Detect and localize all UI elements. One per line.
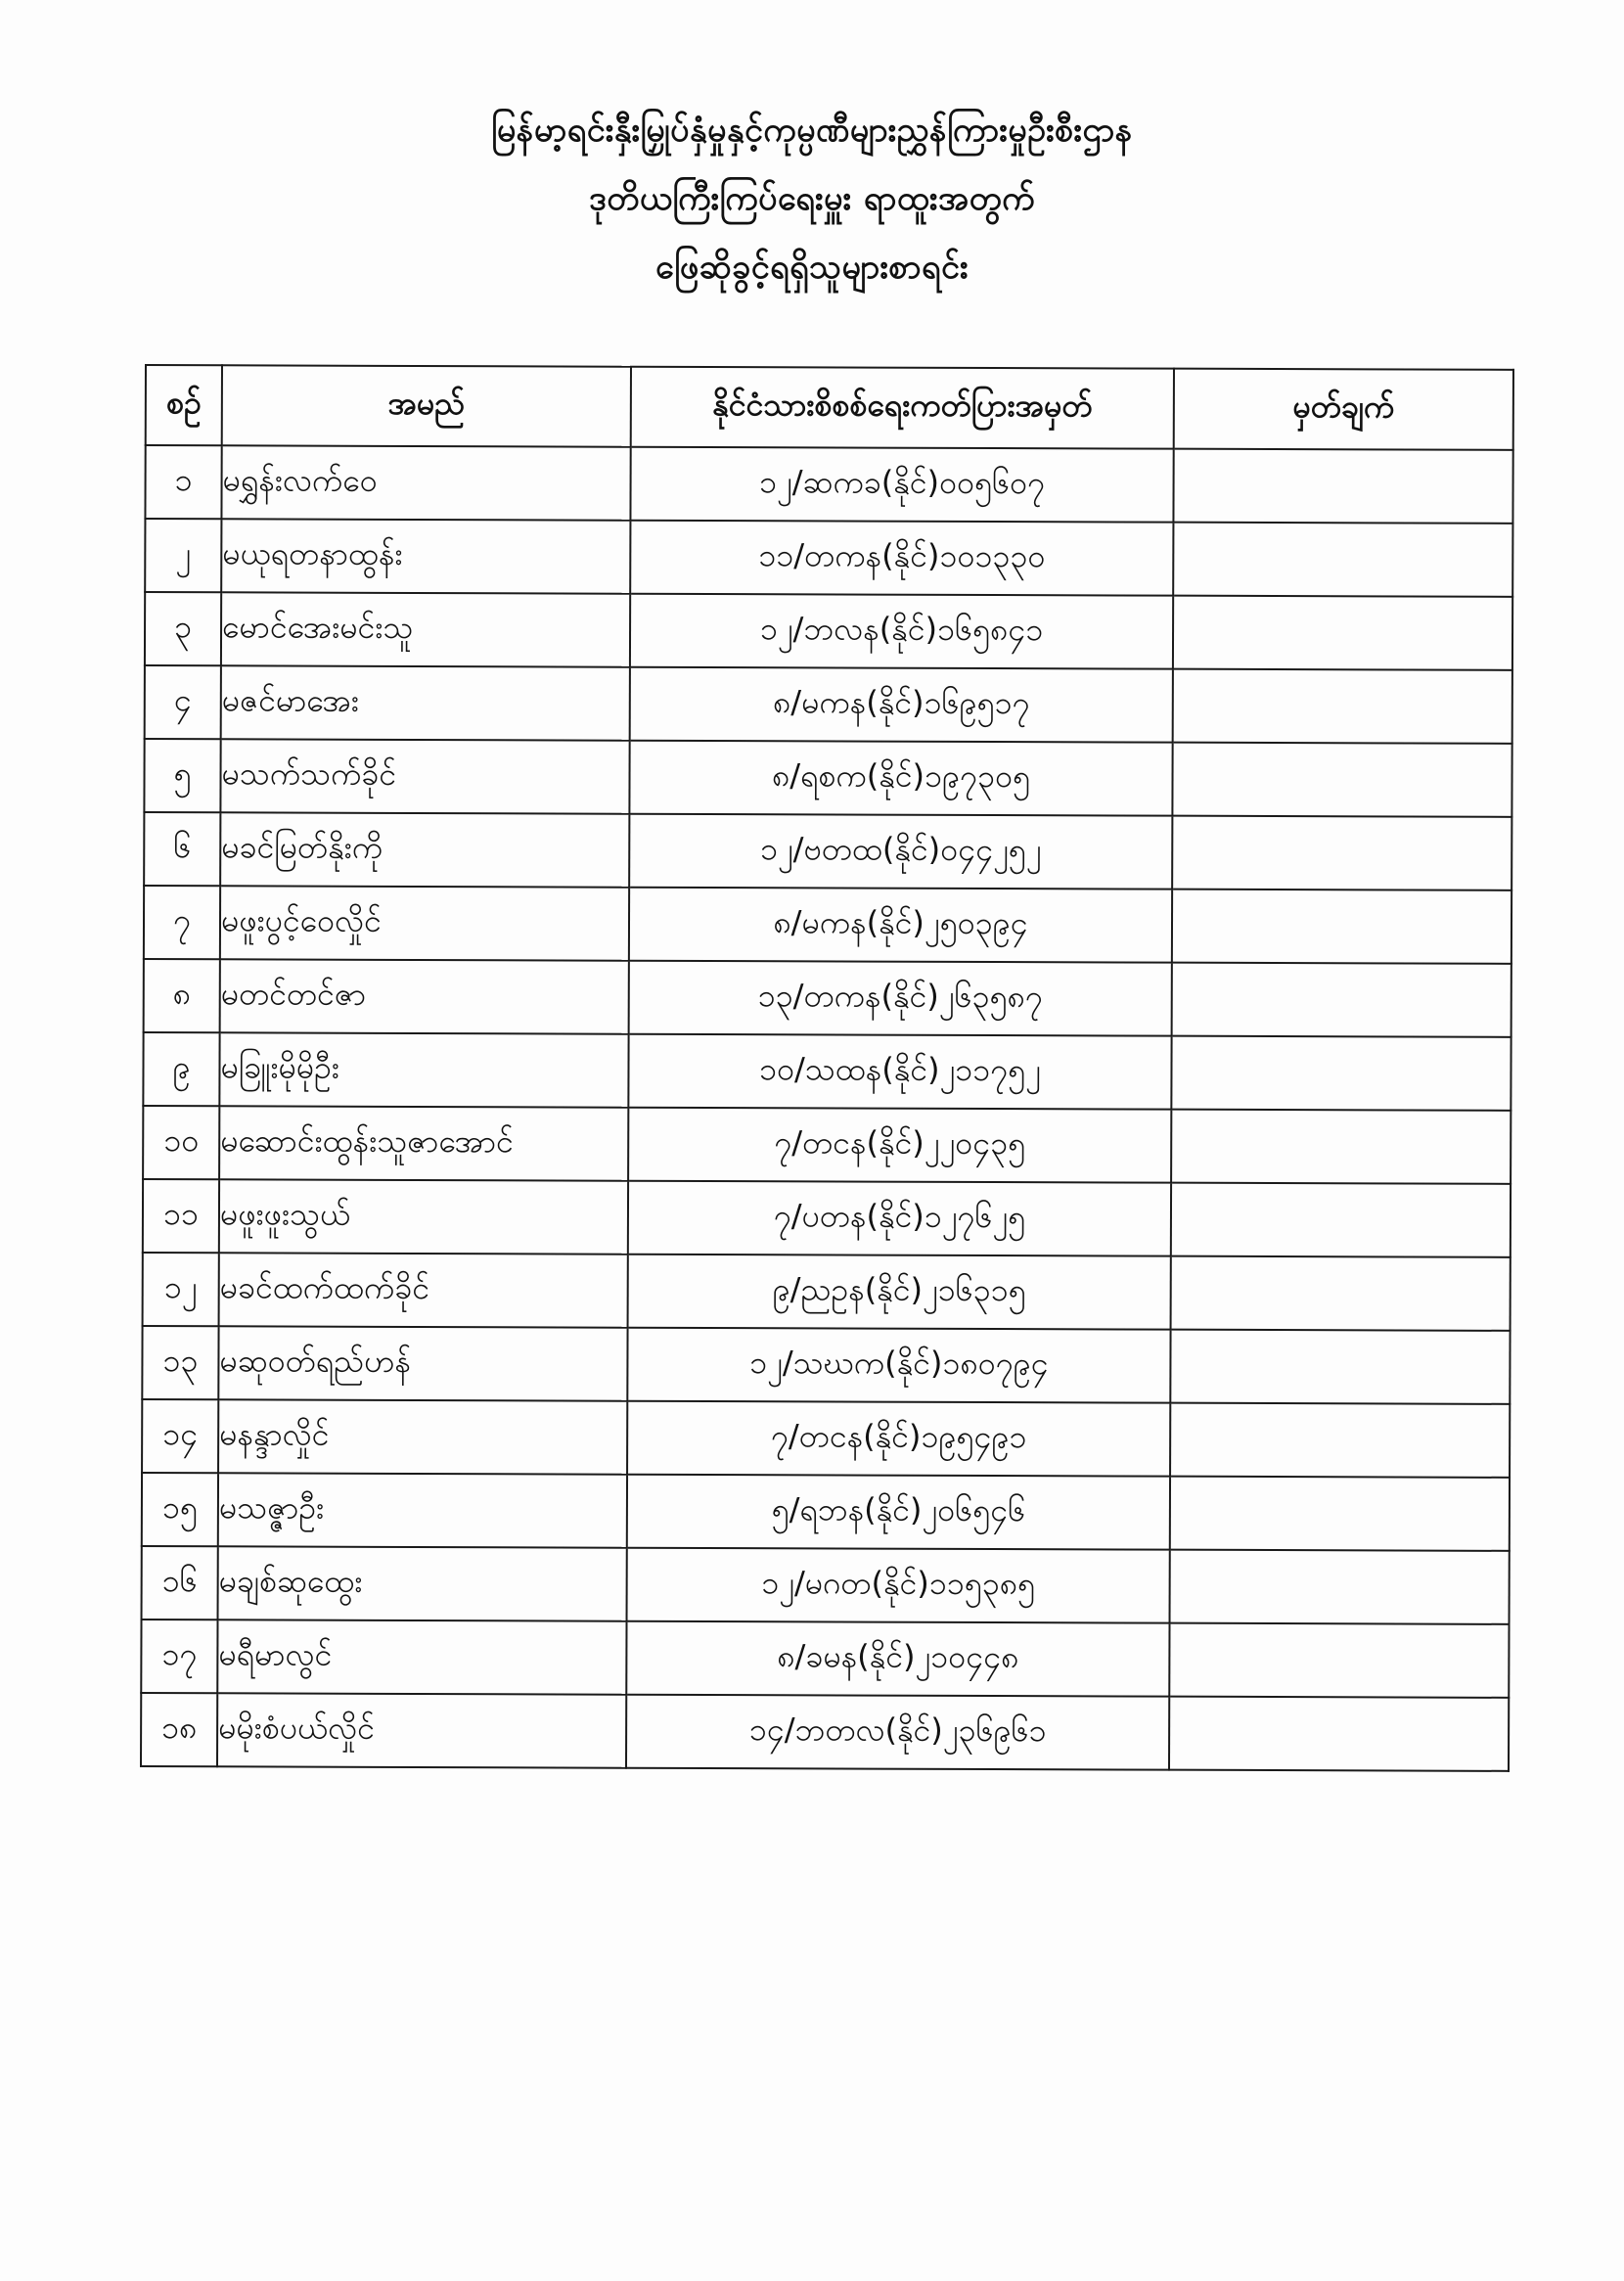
- table-row: [145, 519, 1512, 597]
- table-row: [141, 1620, 1509, 1698]
- row-name: မယုရတနာထွန်း: [221, 519, 630, 593]
- row-remark: [1172, 816, 1511, 890]
- row-remark: [1169, 1623, 1509, 1698]
- row-name: မဆောင်းထွန်းသူဇာအောင်: [219, 1106, 628, 1180]
- row-nrc: ၈/ခမန(နိုင်)၂၁၀၄၄၈: [626, 1621, 1169, 1697]
- table-row: [142, 1399, 1510, 1478]
- row-number: ၁: [145, 445, 221, 519]
- row-nrc: ၁၂/ဆကခ(နိုင်)၀၀၅၆၀၇: [630, 447, 1173, 523]
- row-name: မရီမာလွင်: [217, 1620, 626, 1694]
- row-name: မဖူးပွင့်ဝေလှိုင်: [220, 886, 629, 960]
- table-row: [143, 1179, 1511, 1257]
- row-nrc: ၈/ရစက(နိုင်)၁၉၇၃၀၅: [629, 741, 1172, 816]
- row-remark: [1172, 890, 1511, 964]
- row-number: ၁၈: [141, 1693, 217, 1766]
- row-nrc: ၈/မကန(နိုင်)၁၆၉၅၁၇: [630, 667, 1173, 743]
- row-nrc: ၁၄/ဘတလ(နိုင်)၂၃၆၉၆၁: [626, 1695, 1169, 1770]
- row-remark: [1170, 1403, 1510, 1478]
- candidate-table: [140, 364, 1514, 1772]
- table-row: [145, 665, 1512, 744]
- row-nrc: ၁၂/သဃက(နိုင်)၁၈၀၇၉၄: [627, 1328, 1170, 1403]
- row-name: မနန္ဒာလှိုင်: [218, 1399, 627, 1474]
- table-row: [144, 959, 1511, 1037]
- row-remark: [1172, 743, 1511, 817]
- table-row: [144, 886, 1511, 964]
- row-number: ၅: [144, 739, 220, 812]
- row-name: မောင်အေးမင်းသူ: [221, 592, 630, 666]
- row-remark: [1169, 1697, 1509, 1771]
- row-nrc: ၁၁/တကန(နိုင်)၁၀၁၃၃၀: [630, 521, 1173, 596]
- table-row: [142, 1473, 1510, 1551]
- column-header-name: အမည်: [222, 365, 631, 446]
- table-row: [143, 1032, 1511, 1111]
- row-number: ၁၀: [143, 1106, 219, 1179]
- row-number: ၄: [145, 665, 221, 739]
- row-nrc: ၇/တငန(နိုင်)၂၂၀၄၃၅: [628, 1108, 1171, 1183]
- row-nrc: ၁၂/မဂတ(နိုင်)၁၁၅၃၈၅: [627, 1548, 1170, 1623]
- row-name: မချစ်ဆုထွေး: [218, 1546, 627, 1620]
- row-number: ၁၆: [142, 1546, 218, 1620]
- row-number: ၉: [143, 1032, 219, 1106]
- row-nrc: ၉/ညဥန(နိုင်)၂၁၆၃၁၅: [628, 1255, 1171, 1330]
- row-number: ၆: [144, 812, 220, 886]
- row-number: ၁၃: [142, 1326, 218, 1399]
- table-header-row: [146, 365, 1513, 450]
- page-subtitle-position: ဒုတိယကြီးကြပ်ရေးမှူး ရာထူးအတွက်: [589, 179, 1035, 218]
- page-subtitle-list: ဖြေဆိုခွင့်ရရှိသူများစာရင်း: [654, 248, 970, 287]
- row-remark: [1173, 596, 1512, 670]
- row-number: ၁၂: [143, 1253, 219, 1326]
- row-number: ၁၁: [143, 1179, 219, 1253]
- row-remark: [1171, 1110, 1511, 1184]
- table-row: [145, 592, 1512, 670]
- table-row: [144, 812, 1511, 890]
- row-nrc: ၇/ပတန(နိုင်)၁၂၇၆၂၅: [628, 1181, 1171, 1256]
- page-title: မြန်မာ့ရင်းနှီးမြှုပ်နှံမှုနှင့်ကုမ္ပဏီများညွှန်ကြားမှုဦးစီးဌာန: [491, 111, 1133, 150]
- row-name: မဇင်မာအေး: [221, 665, 630, 740]
- row-remark: [1170, 1477, 1510, 1551]
- row-number: ၃: [145, 592, 221, 665]
- table-row: [143, 1106, 1511, 1184]
- row-number: ၂: [145, 519, 221, 592]
- row-remark: [1173, 523, 1512, 597]
- row-name: မရွှန်းလက်ဝေ: [221, 445, 630, 520]
- table-row: [142, 1326, 1510, 1404]
- row-name: မခင်မြတ်နိုးကို: [220, 812, 629, 887]
- row-name: မဆုဝတ်ရည်ဟန်: [218, 1326, 627, 1400]
- row-nrc: ၅/ရဘန(နိုင်)၂၀၆၅၄၆: [627, 1475, 1170, 1550]
- row-nrc: ၁၃/တကန(နိုင်)၂၆၃၅၈၇: [629, 961, 1172, 1036]
- table-row: [143, 1253, 1511, 1331]
- table-row: [144, 739, 1511, 817]
- row-remark: [1171, 1183, 1511, 1257]
- row-name: မတင်တင်ဇာ: [220, 959, 629, 1033]
- row-remark: [1172, 963, 1511, 1037]
- column-header-nrc: နိုင်ငံသားစိစစ်ရေးကတ်ပြားအမှတ်: [631, 367, 1174, 449]
- table-row: [145, 445, 1512, 524]
- row-name: မခင်ထက်ထက်ခိုင်: [219, 1253, 628, 1327]
- row-name: မဖူးဖူးသွယ်: [219, 1179, 628, 1254]
- row-remark: [1170, 1550, 1510, 1624]
- row-nrc: ၁၀/သထန(နိုင်)၂၁၁၇၅၂: [628, 1034, 1171, 1110]
- row-remark: [1171, 1036, 1511, 1111]
- column-header-remark: မှတ်ချက်: [1174, 369, 1513, 450]
- row-number: ၁၅: [142, 1473, 218, 1546]
- row-number: ၇: [144, 886, 220, 959]
- row-remark: [1173, 449, 1512, 524]
- column-header-no: စဉ်: [146, 365, 222, 445]
- row-name: မသဇ္ဇာဦး: [218, 1473, 627, 1547]
- row-nrc: ၇/တငန(နိုင်)၁၉၅၄၉၁: [627, 1401, 1170, 1477]
- row-name: မသက်သက်ခိုင်: [220, 739, 629, 813]
- row-number: ၈: [144, 959, 220, 1032]
- table-row: [142, 1546, 1510, 1624]
- row-nrc: ၁၂/ဘလန(နိုင်)၁၆၅၈၄၁: [630, 594, 1173, 669]
- row-number: ၁၇: [141, 1620, 217, 1693]
- row-nrc: ၁၂/ဗတထ(နိုင်)၀၄၄၂၅၂: [629, 814, 1172, 890]
- row-number: ၁၄: [142, 1399, 218, 1473]
- row-remark: [1171, 1256, 1511, 1331]
- row-remark: [1170, 1330, 1510, 1404]
- row-name: မခြူးမိုမိုဦး: [219, 1032, 628, 1107]
- table-row: [141, 1693, 1509, 1771]
- row-nrc: ၈/မကန(နိုင်)၂၅၀၃၉၄: [629, 888, 1172, 963]
- row-name: မမိုးစံပယ်လှိုင်: [217, 1693, 626, 1767]
- row-remark: [1173, 669, 1512, 744]
